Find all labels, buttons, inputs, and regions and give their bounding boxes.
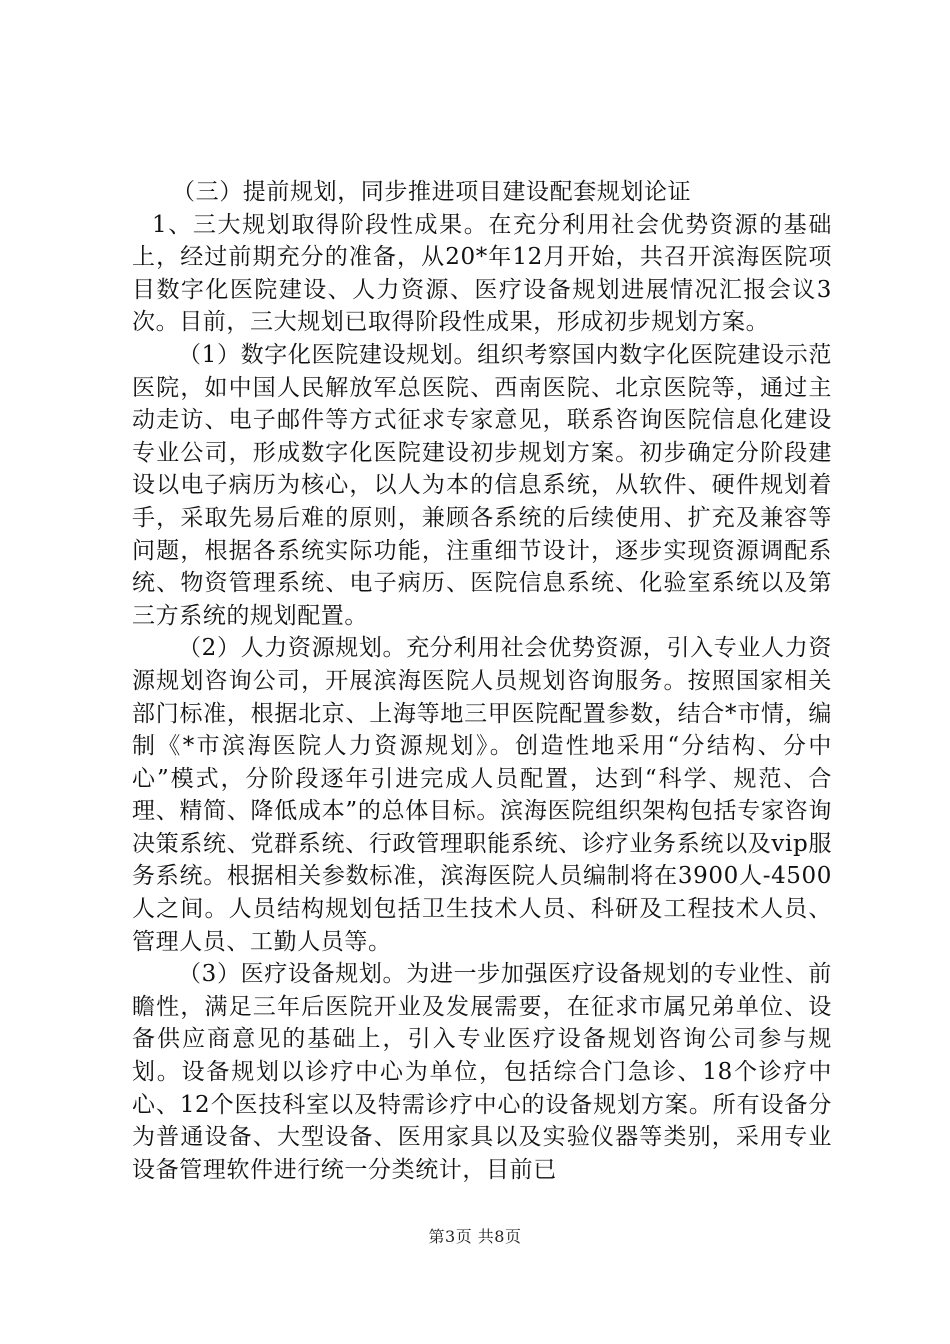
paragraph-three-plans: 1、三大规划取得阶段性成果。在充分利用社会优势资源的基础上，经过前期充分的准备，从20*年12月开始，共召开滨海医院项目数字化医院建设、人力资源、医疗设备规划进展情况汇报会议3次。目前，三大规划已取得阶段性成果，形成初步规划方案。: [132, 211, 832, 336]
section-heading: （三）提前规划，同步推进项目建设配套规划论证: [172, 179, 692, 205]
paragraph-medical-equipment: （3）医疗设备规划。为进一步加强医疗设备规划的专业性、前瞻性，满足三年后医院开业及发展需要，在征求市属兄弟单位、设备供应商意见的基础上，引入专业医疗设备规划咨询公司参与规划。设备规划以诊疗中心为单位，包括综合门急诊、18个诊疗中心、12个医技科室以及特需诊疗中心的设备规划方案。所有设备分为普通设备、大型设备、医用家具以及实验仪器等类别，采用专业设备管理软件进行统一分类统计，目前已: [132, 961, 832, 1183]
paragraph-digital-hospital: （1）数字化医院建设规划。组织考察国内数字化医院建设示范医院，如中国人民解放军总医院、西南医院、北京医院等，通过主动走访、电子邮件等方式征求专家意见，联系咨询医院信息化建设专业公司，形成数字化医院建设初步规划方案。初步确定分阶段建设以电子病历为核心，以人为本的信息系统，从软件、硬件规划着手，采取先易后难的原则，兼顾各系统的后续使用、扩充及兼容等问题，根据各系统实际功能，注重细节设计，逐步实现资源调配系统、物资管理系统、电子病历、医院信息系统、化验室系统以及第三方系统的规划配置。: [132, 341, 832, 629]
document-body: [132, 176, 832, 1186]
page-number-footer: 第3页 共8页: [428, 1227, 522, 1246]
paragraph-human-resources: （2）人力资源规划。充分利用社会优势资源，引入专业人力资源规划咨询公司，开展滨海医院人员规划咨询服务。按照国家相关部门标准，根据北京、上海等地三甲医院配置参数，结合*市情，编制《*市滨海医院人力资源规划》。创造性地采用“分结构、分中心”模式，分阶段逐年引进完成人员配置，达到“科学、规范、合理、精简、降低成本”的总体目标。滨海医院组织架构包括专家咨询决策系统、党群系统、行政管理职能系统、诊疗业务系统以及vip服务系统。根据相关参数标准，滨海医院人员编制将在3900人-4500人之间。人员结构规划包括卫生技术人员、科研及工程技术人员、管理人员、工勤人员等。: [132, 635, 832, 955]
